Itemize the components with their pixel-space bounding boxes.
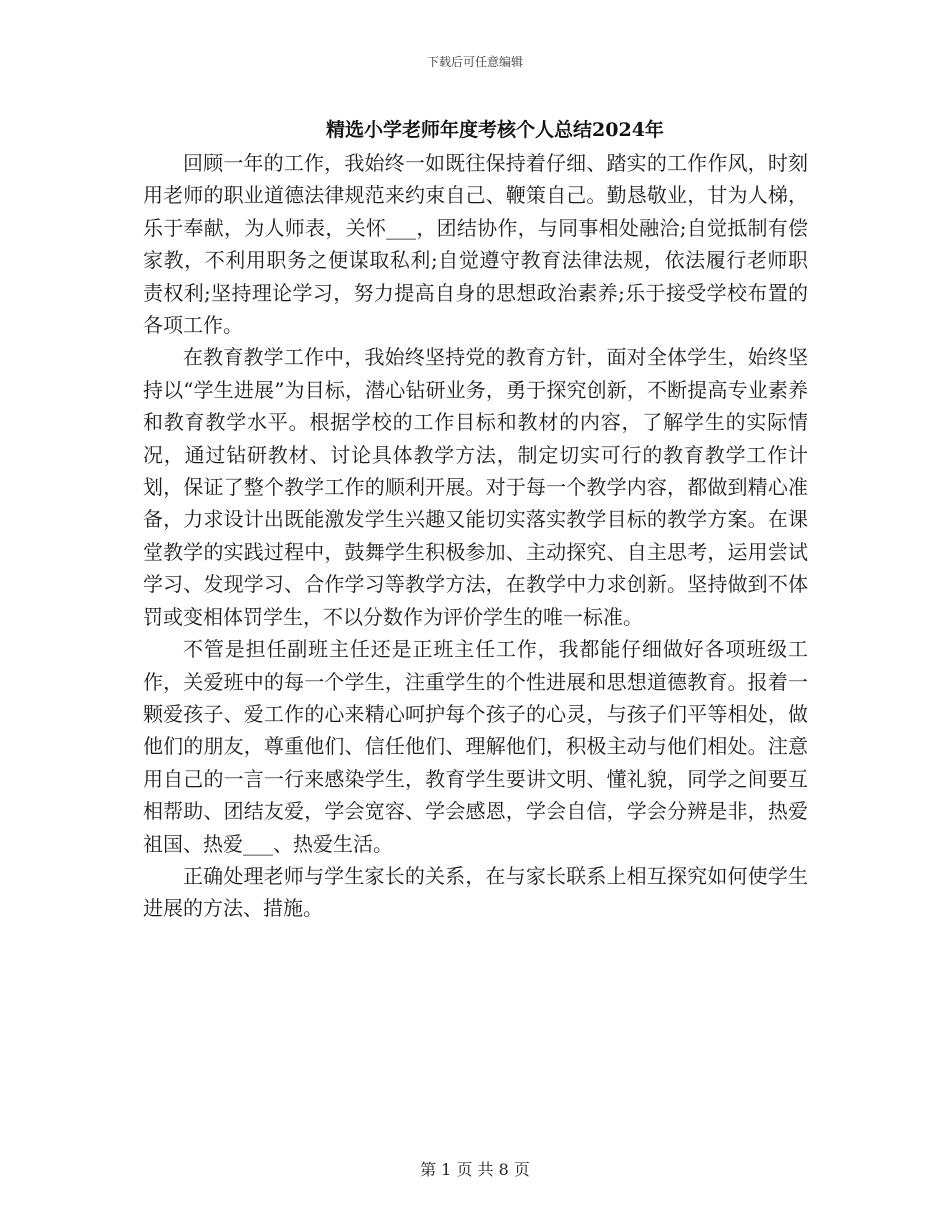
paragraph: 正确处理老师与学生家长的关系，在与家长联系上相互探究如何使学生进展的方法、措施。 bbox=[143, 863, 808, 921]
paragraph: 回顾一年的工作，我始终一如既往保持着仔细、踏实的工作作风，时刻用老师的职业道德法律规范来约束自己、鞭策自己。勤恳敬业，甘为人梯，乐于奉献，为人师表，关怀___，团结协作，与同事相处融洽;自觉抵制有偿家教，不利用职务之便谋取私利;自觉遵守教育法律法规，依法履行老师职责权利;坚持理论学习，努力提高自身的思想政治素养;乐于接受学校布置的各项工作。 bbox=[143, 151, 808, 338]
paragraph: 在教育教学工作中，我始终坚持党的教育方针，面对全体学生，始终坚持以“学生进展”为目标，潜心钻研业务，勇于探究创新，不断提高专业素养和教育教学水平。根据学校的工作目标和教材的内容，了解学生的实际情况，通过钻研教材、讨论具体教学方法，制定切实可行的教育教学工作计划，保证了整个教学工作的顺利开展。对于每一个教学内容，都做到精心准备，力求设计出既能激发学生兴趣又能切实落实教学目标的教学方案。在课堂教学的实践过程中，鼓舞学生积极参加、主动探究、自主思考，运用尝试学习、发现学习、合作学习等教学方法，在教学中力求创新。坚持做到不体罚或变相体罚学生，不以分数作为评价学生的唯一标准。 bbox=[143, 345, 808, 629]
document-body bbox=[143, 147, 808, 925]
document-title: 精选小学老师年度考核个人总结2024年 bbox=[326, 119, 664, 141]
paragraph: 不管是担任副班主任还是正班主任工作，我都能仔细做好各项班级工作，关爱班中的每一个学生，注重学生的个性进展和思想道德教育。报着一颗爱孩子、爱工作的心来精心呵护每个孩子的心灵，与孩子们平等相处，做他们的朋友，尊重他们、信任他们、理解他们，积极主动与他们相处。注意用自己的一言一行来感染学生，教育学生要讲文明、懂礼貌，同学之间要互相帮助、团结友爱，学会宽容、学会感恩，学会自信，学会分辨是非，热爱祖国、热爱___、热爱生活。 bbox=[143, 637, 808, 856]
page-number: 第 1 页 共 8 页 bbox=[420, 1160, 530, 1179]
header-note: 下载后可任意编辑 bbox=[426, 55, 523, 69]
